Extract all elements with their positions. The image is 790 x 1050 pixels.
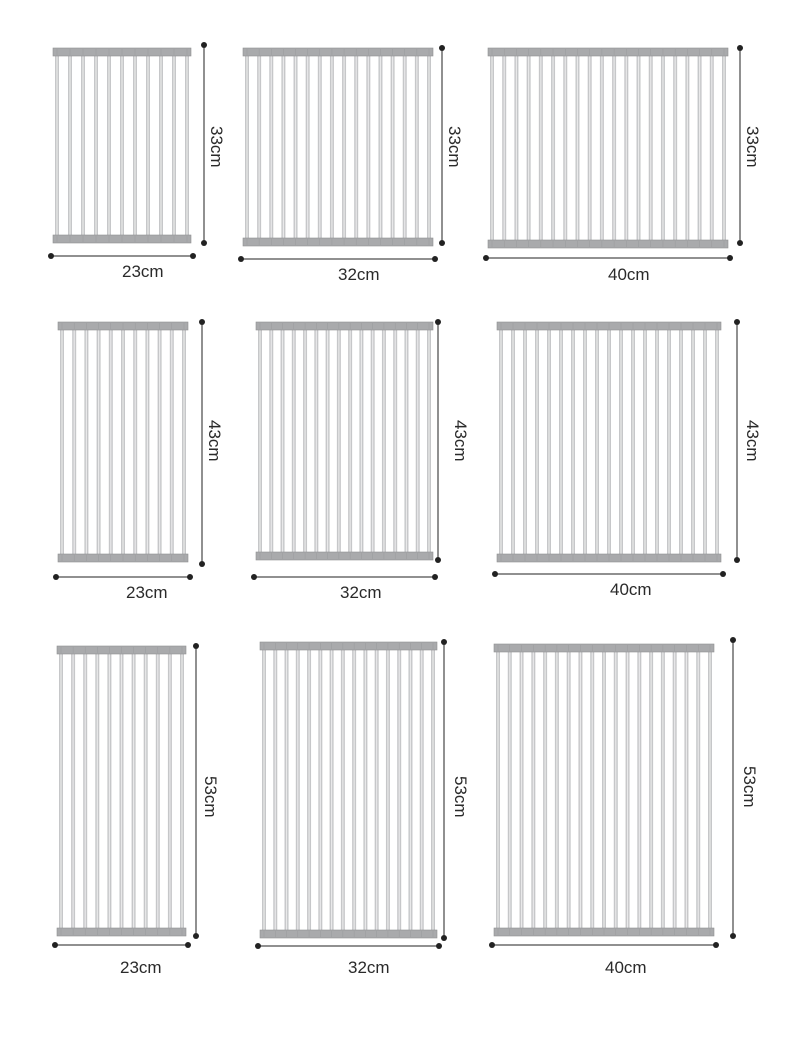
dimension-endpoint xyxy=(435,319,441,325)
dish-rack xyxy=(494,644,714,936)
dimension-endpoint xyxy=(720,571,726,577)
dish-rack-graphic xyxy=(497,322,721,562)
dimension-endpoint xyxy=(52,942,58,948)
width-label: 40cm xyxy=(605,958,647,977)
width-label: 23cm xyxy=(126,583,168,602)
dish-rack-graphic xyxy=(260,642,437,938)
height-label: 33cm xyxy=(207,126,226,168)
dimension-endpoint xyxy=(201,240,207,246)
dimension-endpoint xyxy=(190,253,196,259)
width-label: 32cm xyxy=(340,583,382,602)
dish-rack-graphic xyxy=(53,48,191,243)
height-label: 53cm xyxy=(201,776,220,818)
width-label: 23cm xyxy=(120,958,162,977)
dish-rack xyxy=(57,646,186,936)
dish-rack xyxy=(53,48,191,243)
dimension-endpoint xyxy=(483,255,489,261)
dimension-endpoint xyxy=(251,574,257,580)
width-label: 32cm xyxy=(338,265,380,284)
dish-rack xyxy=(260,642,437,938)
dimension-endpoint xyxy=(53,574,59,580)
dimension-endpoint xyxy=(441,935,447,941)
dimension-endpoint xyxy=(727,255,733,261)
dimension-endpoint xyxy=(730,933,736,939)
height-label: 43cm xyxy=(205,420,224,462)
dish-rack-graphic xyxy=(243,48,433,246)
dimension-endpoint xyxy=(439,240,445,246)
dimension-endpoint xyxy=(193,643,199,649)
dimension-endpoint xyxy=(489,942,495,948)
dish-rack xyxy=(488,48,728,248)
dish-rack xyxy=(243,48,433,246)
dimension-endpoint xyxy=(737,240,743,246)
dimension-endpoint xyxy=(737,45,743,51)
dish-rack-graphic xyxy=(488,48,728,248)
height-label: 33cm xyxy=(743,126,762,168)
dish-rack-graphic xyxy=(58,322,188,562)
dimension-endpoint xyxy=(713,942,719,948)
dish-rack xyxy=(256,322,433,560)
dimension-endpoint xyxy=(48,253,54,259)
width-label: 32cm xyxy=(348,958,390,977)
top-silicone-bar xyxy=(488,48,728,56)
dimension-endpoint xyxy=(199,319,205,325)
dimension-endpoint xyxy=(255,943,261,949)
bottom-silicone-bar xyxy=(488,240,728,248)
dimension-endpoint xyxy=(201,42,207,48)
dimension-endpoint xyxy=(432,574,438,580)
dish-rack-graphic xyxy=(256,322,433,560)
dimension-endpoint xyxy=(187,574,193,580)
height-label: 53cm xyxy=(740,766,759,808)
dimension-endpoint xyxy=(199,561,205,567)
dish-rack xyxy=(497,322,721,562)
dimension-endpoint xyxy=(238,256,244,262)
dimension-endpoint xyxy=(734,557,740,563)
dimension-endpoint xyxy=(730,637,736,643)
dish-rack xyxy=(58,322,188,562)
height-label: 53cm xyxy=(451,776,470,818)
width-label: 40cm xyxy=(610,580,652,599)
dimension-endpoint xyxy=(492,571,498,577)
dimension-endpoint xyxy=(439,45,445,51)
width-label: 23cm xyxy=(122,262,164,281)
dimension-endpoint xyxy=(435,557,441,563)
dimension-endpoint xyxy=(185,942,191,948)
dimension-endpoint xyxy=(436,943,442,949)
dish-rack-graphic xyxy=(57,646,186,936)
height-label: 43cm xyxy=(451,420,470,462)
dimension-endpoint xyxy=(734,319,740,325)
dimension-endpoint xyxy=(441,639,447,645)
dimension-endpoint xyxy=(432,256,438,262)
dimension-endpoint xyxy=(193,933,199,939)
dish-rack-graphic xyxy=(494,644,714,936)
width-label: 40cm xyxy=(608,265,650,284)
height-label: 43cm xyxy=(743,420,762,462)
height-label: 33cm xyxy=(445,126,464,168)
